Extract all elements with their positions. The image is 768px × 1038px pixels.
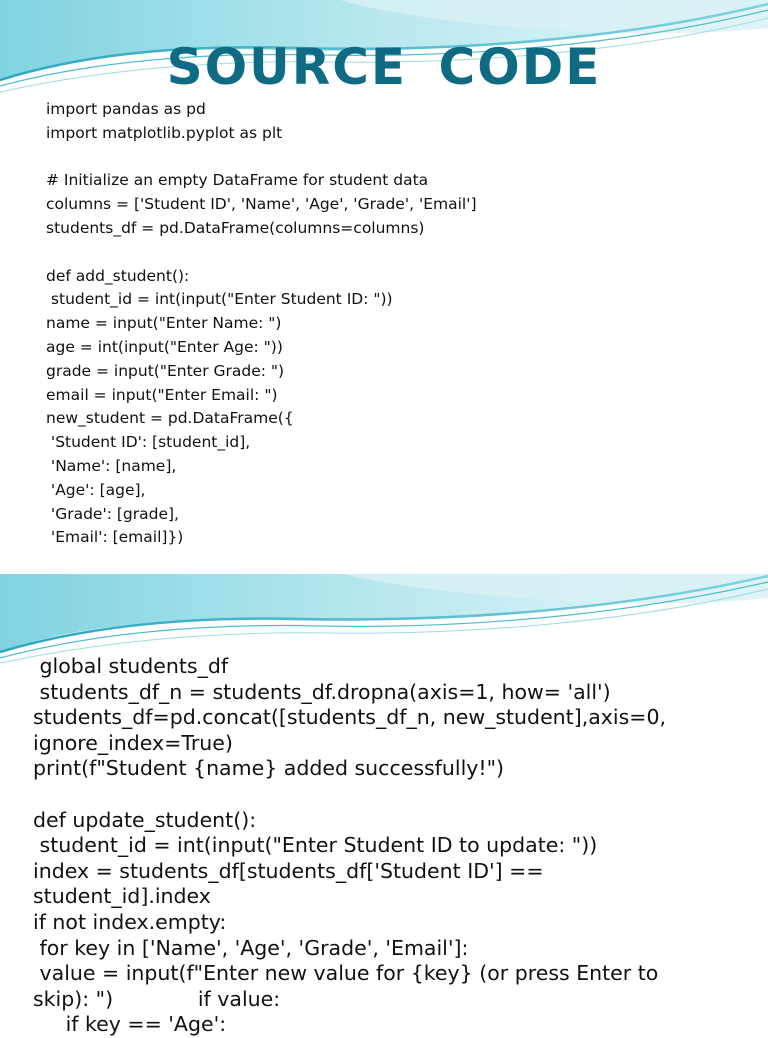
code-line: 'Grade': [grade], [46,504,179,523]
slide-title: SOURCE CODE [166,38,602,96]
code-line: import pandas as pd [46,100,206,118]
code-line: index = students_df[students_df['Student ID'] == [33,858,544,883]
slide-2 [0,574,768,1037]
code-line: skip): ") if value: [33,986,281,1011]
code-line: global students_df [33,654,229,678]
code-line: 'Email': [email]}) [46,528,184,547]
code-line: import matplotlib.pyplot as plt [46,123,283,142]
code-line: 'Age': [age], [46,480,146,499]
code-line: def add_student(): [46,266,190,285]
code-line: if not index.empty: [33,909,227,934]
header-wave-decoration [0,574,768,664]
code-block-2 [33,654,738,1038]
code-block-1 [46,98,748,550]
code-line: if key == 'Age': [33,1012,227,1037]
code-line: def update_student(): [33,807,257,832]
code-line: students_df_n = students_df.dropna(axis=1, how= 'all') [33,679,611,704]
code-line: ignore_index=True) [33,730,233,755]
code-line-blank [46,146,748,170]
code-line-blank [33,782,738,808]
code-line: email = input("Enter Email: ") [46,385,278,404]
code-line: name = input("Enter Name: ") [46,314,282,333]
code-line: value = input(f"Enter new value for {key} (or press Enter to [33,961,659,986]
code-line: student_id = int(input("Enter Student ID: ")) [46,290,393,309]
code-line: new_student = pd.DataFrame({ [46,409,294,428]
code-line: print(f"Student {name} added successfully!") [33,756,505,781]
code-line: 'Student ID': [student_id], [46,433,251,452]
code-line: student_id].index [33,884,211,909]
code-line: age = int(input("Enter Age: ")) [46,337,283,356]
code-line: columns = ['Student ID', 'Name', 'Age', 'Grade', 'Email'] [46,195,477,214]
code-line: for key in ['Name', 'Age', 'Grade', 'Email']: [33,935,469,960]
code-line: students_df=pd.concat([students_df_n, new_student],axis=0, [33,705,667,730]
code-line: students_df = pd.DataFrame(columns=columns) [46,218,425,237]
code-line: grade = input("Enter Grade: ") [46,361,285,380]
code-line: # Initialize an empty DataFrame for student data [46,171,429,190]
code-line: student_id = int(input("Enter Student ID to update: ")) [33,833,598,858]
code-line: 'Name': [name], [46,456,177,475]
code-line-blank [46,241,748,265]
